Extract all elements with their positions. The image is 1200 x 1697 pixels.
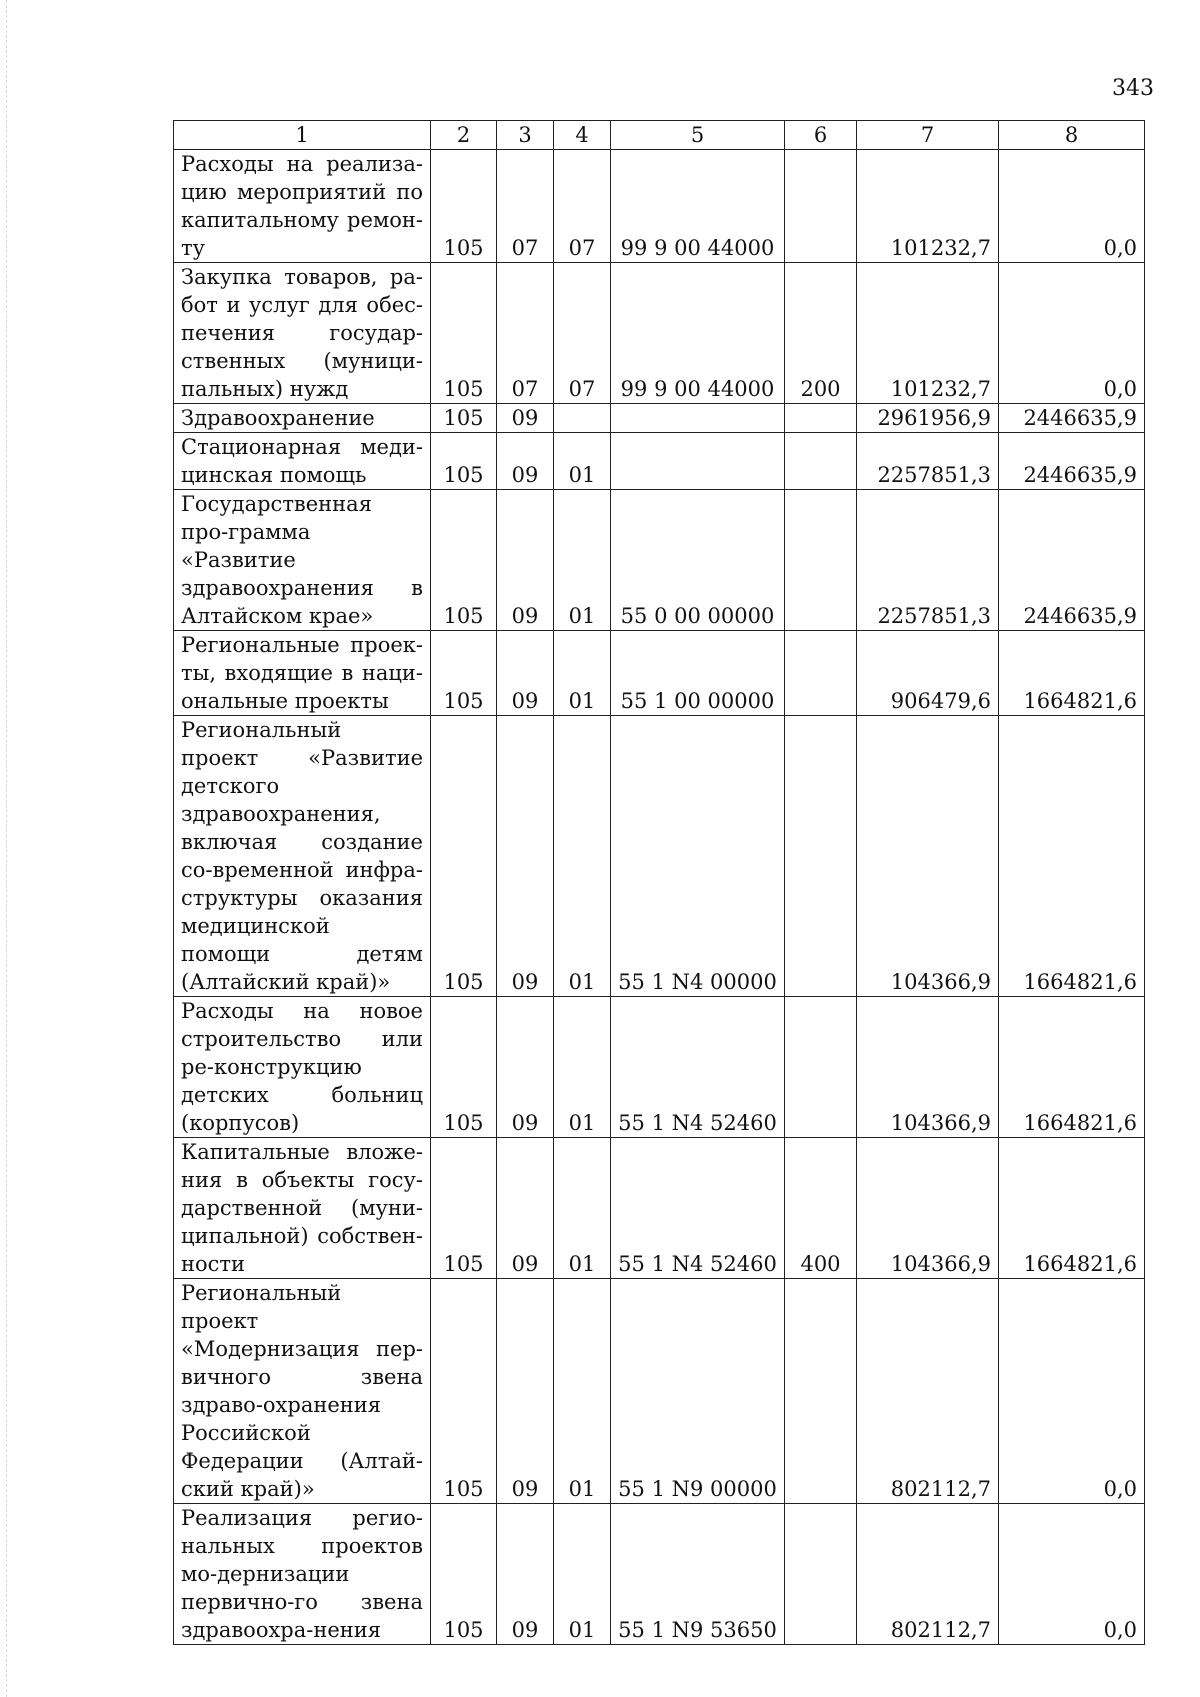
page-number: 343 <box>1112 76 1154 101</box>
row-target-article: 55 1 N4 52460 <box>611 1138 785 1279</box>
row-ministry-code: 105 <box>431 433 497 490</box>
row-target-article: 55 1 N4 52460 <box>611 997 785 1138</box>
table-row <box>174 631 1145 716</box>
row-section-code: 07 <box>497 263 554 404</box>
row-name: Региональные проек-ты, входящие в наци-ональные проекты <box>174 631 431 716</box>
row-target-article: 55 1 00 00000 <box>611 631 785 716</box>
row-section-code: 09 <box>497 490 554 631</box>
row-section-code: 09 <box>497 631 554 716</box>
table-row <box>174 1138 1145 1279</box>
row-expense-type <box>785 997 857 1138</box>
table-row <box>174 1504 1145 1645</box>
row-subsection-code: 01 <box>554 1504 611 1645</box>
row-target-article: 99 9 00 44000 <box>611 263 785 404</box>
table-row <box>174 263 1145 404</box>
budget-table <box>173 120 1145 1645</box>
row-name: Расходы на реализа-цию мероприятий по капитальному ремон-ту <box>174 150 431 263</box>
row-amount-2: 0,0 <box>999 150 1145 263</box>
row-subsection-code: 01 <box>554 490 611 631</box>
row-subsection-code: 01 <box>554 1138 611 1279</box>
row-subsection-code: 01 <box>554 631 611 716</box>
row-section-code: 09 <box>497 1279 554 1504</box>
header-cell: 3 <box>497 121 554 150</box>
row-subsection-code: 07 <box>554 150 611 263</box>
row-amount-1: 802112,7 <box>857 1504 999 1645</box>
row-amount-1: 104366,9 <box>857 997 999 1138</box>
row-section-code: 09 <box>497 997 554 1138</box>
row-expense-type: 400 <box>785 1138 857 1279</box>
row-amount-2: 0,0 <box>999 1279 1145 1504</box>
row-name: Стационарная меди-цинская помощь <box>174 433 431 490</box>
row-amount-2: 0,0 <box>999 263 1145 404</box>
row-target-article: 99 9 00 44000 <box>611 150 785 263</box>
row-subsection-code: 01 <box>554 433 611 490</box>
row-name: Региональный проект «Развитие детского здравоохранения, включая создание со-временной инфра-структуры оказания медицинской помощи детям (Алтайский край)» <box>174 716 431 997</box>
row-section-code: 09 <box>497 1504 554 1645</box>
row-expense-type <box>785 1504 857 1645</box>
row-name: Реализация регио-нальных проектов мо-дернизации первично-го звена здравоохра-нения <box>174 1504 431 1645</box>
row-amount-2: 2446635,9 <box>999 490 1145 631</box>
row-ministry-code: 105 <box>431 997 497 1138</box>
table-row <box>174 490 1145 631</box>
row-target-article <box>611 404 785 433</box>
row-ministry-code: 105 <box>431 716 497 997</box>
row-ministry-code: 105 <box>431 1279 497 1504</box>
row-section-code: 09 <box>497 1138 554 1279</box>
row-name: Закупка товаров, ра-бот и услуг для обес-печения государ-ственных (муници-пальных) нужд <box>174 263 431 404</box>
row-amount-1: 2257851,3 <box>857 490 999 631</box>
row-expense-type <box>785 631 857 716</box>
row-amount-1: 2257851,3 <box>857 433 999 490</box>
row-section-code: 09 <box>497 404 554 433</box>
row-target-article: 55 0 00 00000 <box>611 490 785 631</box>
header-cell: 7 <box>857 121 999 150</box>
row-target-article: 55 1 N9 00000 <box>611 1279 785 1504</box>
row-expense-type <box>785 716 857 997</box>
row-expense-type: 200 <box>785 263 857 404</box>
row-subsection-code: 01 <box>554 997 611 1138</box>
row-amount-1: 101232,7 <box>857 263 999 404</box>
row-amount-2: 1664821,6 <box>999 716 1145 997</box>
row-name: Здравоохранение <box>174 404 431 433</box>
table-row <box>174 1279 1145 1504</box>
row-section-code: 07 <box>497 150 554 263</box>
row-ministry-code: 105 <box>431 404 497 433</box>
row-name: Расходы на новое строительство или ре-конструкцию детских больниц (корпусов) <box>174 997 431 1138</box>
header-cell: 8 <box>999 121 1145 150</box>
header-cell: 1 <box>174 121 431 150</box>
row-ministry-code: 105 <box>431 1504 497 1645</box>
row-amount-1: 802112,7 <box>857 1279 999 1504</box>
table-header-row <box>174 121 1145 150</box>
row-amount-2: 0,0 <box>999 1504 1145 1645</box>
row-subsection-code: 01 <box>554 1279 611 1504</box>
row-subsection-code: 01 <box>554 716 611 997</box>
row-expense-type <box>785 1279 857 1504</box>
row-amount-2: 1664821,6 <box>999 997 1145 1138</box>
row-amount-1: 101232,7 <box>857 150 999 263</box>
row-name: Государственная про-грамма «Развитие здравоохранения в Алтайском крае» <box>174 490 431 631</box>
row-expense-type <box>785 433 857 490</box>
row-ministry-code: 105 <box>431 1138 497 1279</box>
table-row <box>174 997 1145 1138</box>
row-expense-type <box>785 490 857 631</box>
row-name: Региональный проект «Модернизация пер-вичного звена здраво-охранения Российской Федерации (Алтай-ский край)» <box>174 1279 431 1504</box>
row-section-code: 09 <box>497 716 554 997</box>
row-expense-type <box>785 150 857 263</box>
row-amount-1: 104366,9 <box>857 1138 999 1279</box>
table-row <box>174 433 1145 490</box>
row-amount-2: 2446635,9 <box>999 433 1145 490</box>
row-name: Капитальные вложе-ния в объекты госу-дарственной (муни-ципальной) собствен-ности <box>174 1138 431 1279</box>
row-amount-2: 2446635,9 <box>999 404 1145 433</box>
header-cell: 6 <box>785 121 857 150</box>
row-ministry-code: 105 <box>431 490 497 631</box>
row-amount-1: 906479,6 <box>857 631 999 716</box>
header-cell: 2 <box>431 121 497 150</box>
row-amount-1: 2961956,9 <box>857 404 999 433</box>
row-subsection-code: 07 <box>554 263 611 404</box>
row-ministry-code: 105 <box>431 263 497 404</box>
row-amount-2: 1664821,6 <box>999 631 1145 716</box>
header-cell: 5 <box>611 121 785 150</box>
table-row <box>174 716 1145 997</box>
table-row <box>174 150 1145 263</box>
row-section-code: 09 <box>497 433 554 490</box>
row-ministry-code: 105 <box>431 631 497 716</box>
row-ministry-code: 105 <box>431 150 497 263</box>
row-target-article <box>611 433 785 490</box>
header-cell: 4 <box>554 121 611 150</box>
row-amount-1: 104366,9 <box>857 716 999 997</box>
row-expense-type <box>785 404 857 433</box>
table-row <box>174 404 1145 433</box>
scan-edge-line <box>6 0 7 1697</box>
row-subsection-code <box>554 404 611 433</box>
row-amount-2: 1664821,6 <box>999 1138 1145 1279</box>
row-target-article: 55 1 N9 53650 <box>611 1504 785 1645</box>
row-target-article: 55 1 N4 00000 <box>611 716 785 997</box>
